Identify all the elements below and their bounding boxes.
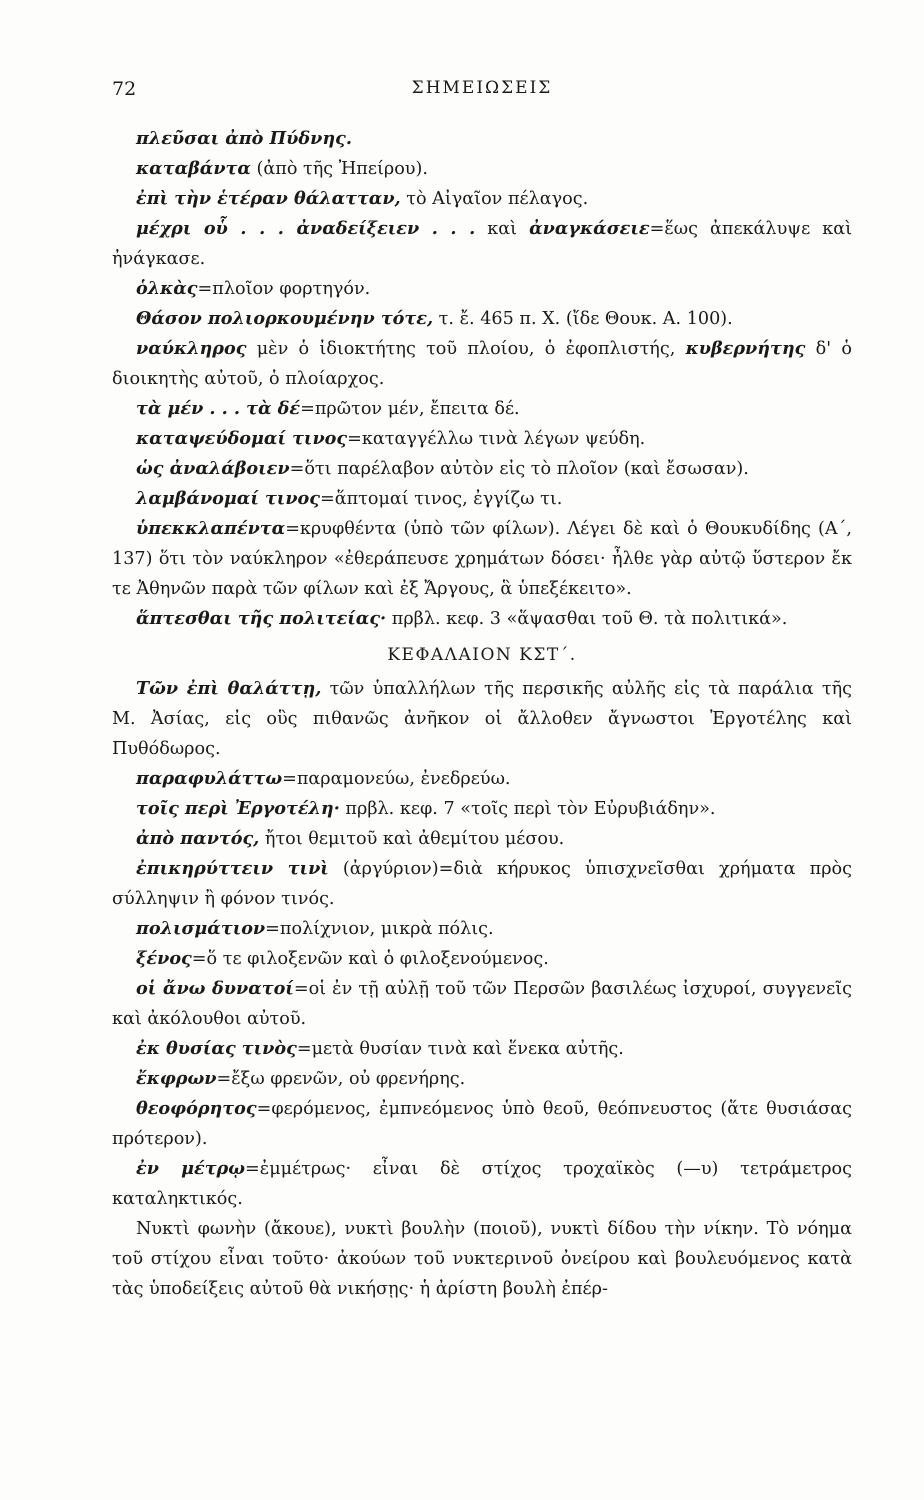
note-lemma: οἱ ἄνω δυνατοί <box>136 978 294 999</box>
note-entry <box>112 764 852 794</box>
note-entry <box>112 794 852 824</box>
note-text: =φερόμενος, ἐμπνεόμενος ὑπὸ θεοῦ, θεόπνευστος (ἅτε θυσιάσας πρότερον). <box>112 1099 852 1149</box>
page-header <box>112 78 852 104</box>
note-text: =ἐμμέτρως· εἶναι δὲ στίχος τροχαϊκὸς (—υ) τετράμετρος καταληκτικός. <box>112 1159 852 1209</box>
note-lemma: τοῖς περὶ Ἐργοτέλη· <box>136 798 340 819</box>
note-entry <box>112 484 852 514</box>
note-lemma: κυβερνήτης <box>685 338 806 359</box>
note-entry <box>112 214 852 274</box>
running-title: ΣΗΜΕΙΩΣΕΙΣ <box>411 78 553 98</box>
note-lemma: ὁλκὰς <box>136 278 198 299</box>
note-lemma: ἅπτεσθαι τῆς πολιτείας· <box>136 608 387 629</box>
note-text: (ἀργύριον)=διὰ κήρυκος ὑπισχνεῖσθαι χρήματα πρὸς σύλληψιν ἢ φόνον τινός. <box>112 859 852 909</box>
note-entry <box>112 334 852 394</box>
note-lemma: ὡς ἀναλάβοιεν <box>136 458 290 479</box>
notes-section <box>112 124 852 634</box>
note-entry <box>112 154 852 184</box>
note-lemma: ἐπὶ τὴν ἑτέραν θάλατταν, <box>136 188 401 209</box>
note-lemma: θεοφόρητος <box>136 1098 257 1119</box>
note-entry <box>112 1034 852 1064</box>
note-text: πρβλ. κεφ. 7 «τοῖς περὶ τὸν Εὐρυβιάδην». <box>339 799 716 819</box>
note-entry <box>112 424 852 454</box>
note-text: =πολίχνιον, μικρὰ πόλις. <box>265 919 494 939</box>
note-lemma: πολισμάτιον <box>136 918 266 939</box>
note-lemma: ἀναγκάσειε <box>529 218 650 239</box>
note-lemma: ὑπεκκλαπέντα <box>136 518 286 539</box>
note-entry <box>112 974 852 1034</box>
note-lemma: Θάσον πολιορκουμένην τότε, <box>136 308 434 329</box>
note-text: =ἔξω φρενῶν, οὐ φρενήρης. <box>216 1069 466 1089</box>
note-text: =παραμονεύω, ἐνεδρεύω. <box>282 769 511 789</box>
note-text: =κρυφθέντα (ὑπὸ τῶν φίλων). Λέγει δὲ καὶ ὁ Θουκυδίδης (Α΄, 137) ὅτι τὸν ναύκληρον «ἐθεράπευσε χρημάτων δόσει· ἦλθε γὰρ αὐτῷ ὕστερον ἔκ τε Ἀθηνῶν παρὰ τῶν φίλων καὶ ἐξ Ἄργους, ἃ ὑπεξέκειτο». <box>112 519 852 599</box>
note-lemma: ἐκ θυσίας τινὸς <box>136 1038 297 1059</box>
note-text: =ἕως ἀπεκάλυψε καὶ ἠνάγκασε. <box>112 219 852 269</box>
closing-paragraph: Νυκτὶ φωνὴν (ἄκουε), νυκτὶ βουλὴν (ποιοῦ), νυκτὶ δίδου τὴν νίκην. Τὸ νόημα τοῦ στίχου εἶναι τοῦτο· ἀκούων τοῦ νυκτερινοῦ ὀνείρου καὶ βουλευόμενος κατὰ τὰς ὑποδείξεις αὐτοῦ θὰ νικήσῃς· ἡ ἀρίστη βουλὴ ἐπέρ- <box>112 1219 852 1299</box>
note-text: καὶ <box>475 219 530 239</box>
note-text: =οἱ ἐν τῇ αὐλῇ τοῦ τῶν Περσῶν βασιλέως ἰσχυροί, συγγενεῖς καὶ ἀκόλουθοι αὐτοῦ. <box>112 979 852 1029</box>
note-entry <box>112 394 852 424</box>
note-text: =ἅπτομαί τινος, ἐγγίζω τι. <box>319 489 563 509</box>
note-entry <box>112 1094 852 1154</box>
note-entry <box>112 304 852 334</box>
note-lemma: Τῶν ἐπὶ θαλάττῃ, <box>136 678 322 699</box>
note-lemma: ἐν μέτρῳ <box>136 1158 246 1179</box>
note-text: πρβλ. κεφ. 3 «ἅψασθαι τοῦ Θ. τὰ πολιτικά». <box>386 609 788 629</box>
note-text: ἤτοι θεμιτοῦ καὶ ἀθεμίτου μέσου. <box>259 829 565 849</box>
note-entry <box>112 674 852 764</box>
note-entry <box>112 454 852 484</box>
note-entry <box>112 604 852 634</box>
note-text: =πρῶτον μέν, ἔπειτα δέ. <box>300 399 520 419</box>
notes-section-2 <box>112 674 852 1214</box>
note-lemma: ἐπικηρύττειν τινὶ <box>136 858 329 879</box>
note-text: (ἀπὸ τῆς Ἠπείρου). <box>250 159 428 179</box>
note-entry <box>112 1064 852 1094</box>
note-text: τῶν ὑπαλλήλων τῆς περσικῆς αὐλῆς εἰς τὰ παράλια τῆς Μ. Ἀσίας, εἰς οὓς πιθανῶς ἀνῆκον οἱ ἄλλοθεν ἄγνωστοι Ἐργοτέλης καὶ Πυθόδωρος. <box>112 679 852 759</box>
note-lemma: λαμβάνομαί τινος <box>136 488 320 509</box>
note-lemma: ἀπὸ παντός, <box>136 828 260 849</box>
note-lemma: ἔκφρων <box>136 1068 217 1089</box>
note-lemma: παραφυλάττω <box>136 768 283 789</box>
note-lemma: καταβάντα <box>136 158 251 179</box>
chapter-title: ΚΕΦΑΛΑΙΟΝ ΚΣΤ΄. <box>387 645 577 665</box>
note-entry <box>112 274 852 304</box>
note-text: μὲν ὁ ἰδιοκτήτης τοῦ πλοίου, ὁ ἐφοπλιστής, <box>246 339 686 359</box>
note-text: τὸ Αἰγαῖον πέλαγος. <box>400 189 589 209</box>
note-text: =καταγγέλλω τινὰ λέγων ψεύδη. <box>347 429 646 449</box>
page-body <box>112 124 852 1304</box>
note-entry <box>112 854 852 914</box>
note-text: δ' ὁ διοικητὴς αὐτοῦ, ὁ πλοίαρχος. <box>112 339 852 389</box>
note-text: =πλοῖον φορτηγόν. <box>197 279 371 299</box>
note-text: =ὅτι παρέλαβον αὐτὸν εἰς τὸ πλοῖον (καὶ ἔσωσαν). <box>289 459 749 479</box>
note-entry <box>112 514 852 604</box>
note-entry <box>112 824 852 854</box>
note-lemma: ξένος <box>136 948 192 969</box>
note-entry <box>112 184 852 214</box>
note-entry <box>112 124 852 154</box>
page-number: 72 <box>112 78 137 100</box>
note-entry <box>112 1154 852 1214</box>
note-lemma: πλεῦσαι ἀπὸ Πύδνης. <box>136 128 352 149</box>
note-entry <box>112 914 852 944</box>
note-lemma: καταψεύδομαί τινος <box>136 428 348 449</box>
note-lemma: ναύκληρος <box>136 338 247 359</box>
note-entry <box>112 944 852 974</box>
note-lemma: τὰ μέν . . . τὰ δέ <box>136 398 301 419</box>
note-text: =μετὰ θυσίαν τινὰ καὶ ἕνεκα αὐτῆς. <box>296 1039 624 1059</box>
note-text: =ὅ τε φιλοξενῶν καὶ ὁ φιλοξενούμενος. <box>191 949 549 969</box>
note-lemma: μέχρι οὗ . . . ἀναδείξειεν . . . <box>136 218 476 239</box>
note-text: τ. ἔ. 465 π. Χ. (ἴδε Θουκ. Α. 100). <box>433 309 733 329</box>
